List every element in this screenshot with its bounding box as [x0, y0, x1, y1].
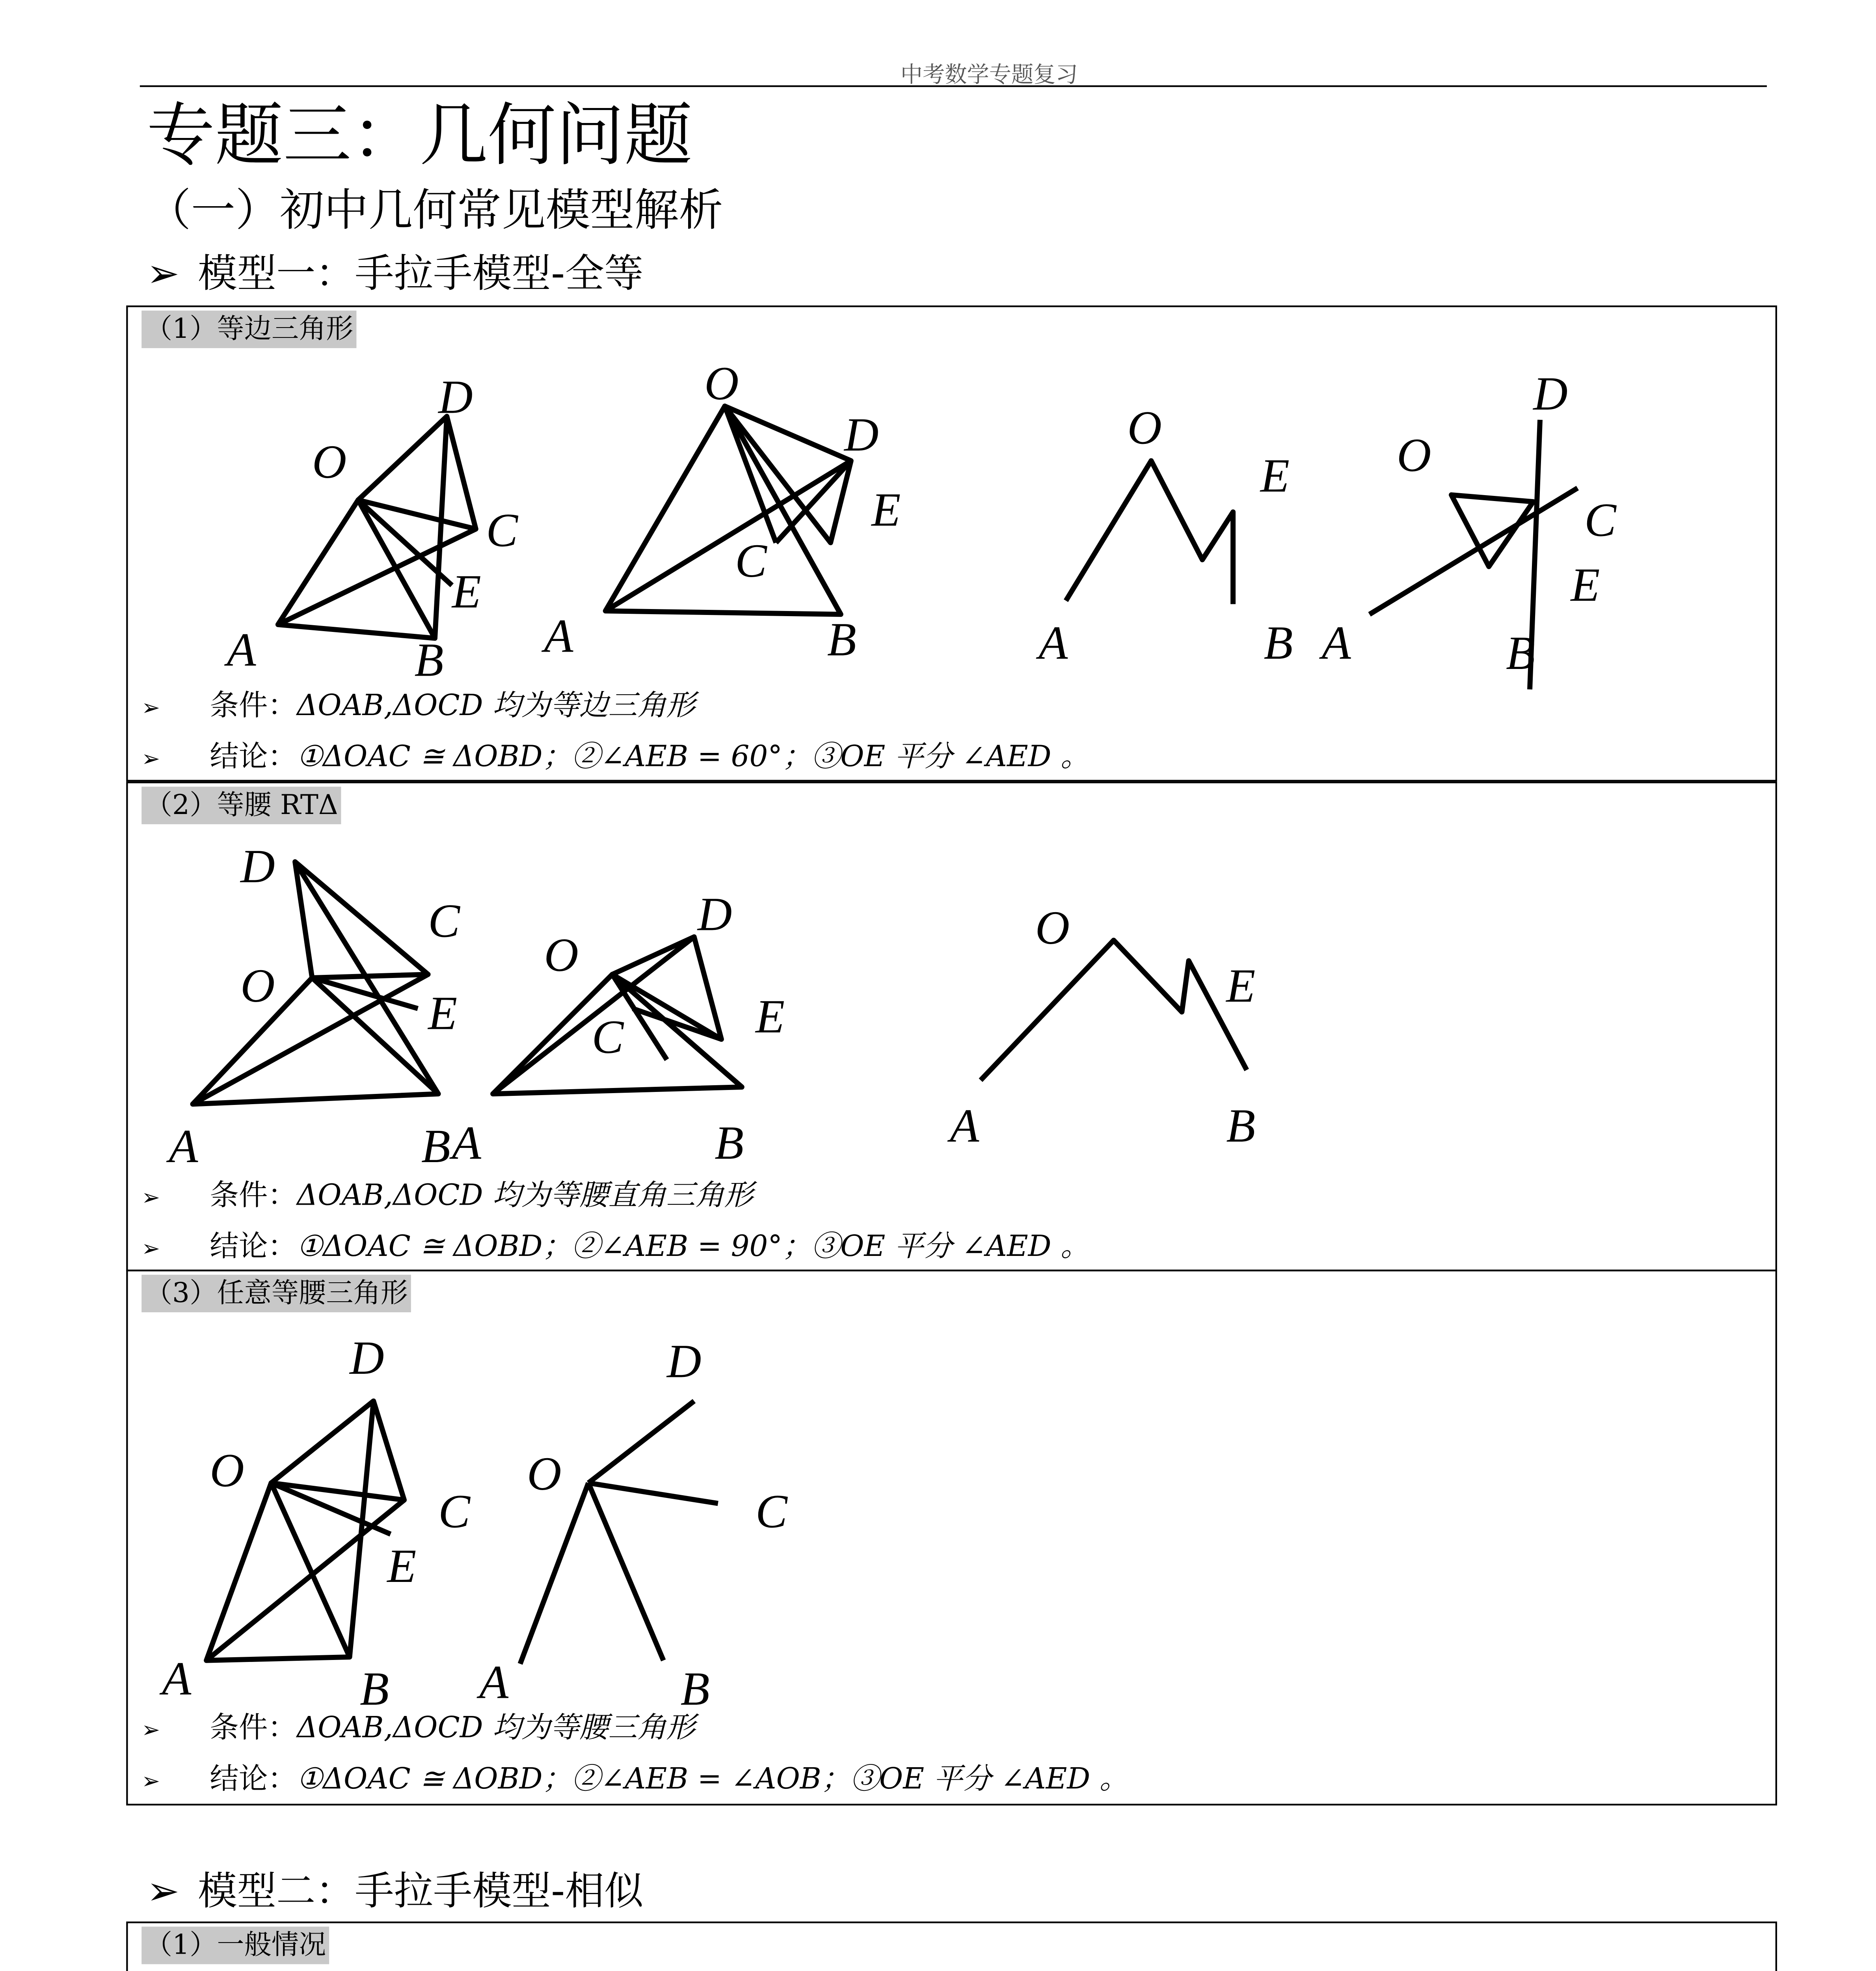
case-tag: （3）任意等腰三角形: [141, 1275, 411, 1312]
label-E: E: [452, 565, 481, 618]
figure-equilateral-3: [1032, 355, 1339, 686]
label-B: B: [360, 1662, 389, 1716]
label-D: D: [844, 408, 879, 461]
section-title: （一）初中几何常见模型解析: [147, 186, 723, 237]
label-B: B: [827, 613, 856, 666]
label-B: B: [414, 633, 444, 687]
figure-equilateral-1: [213, 355, 554, 686]
arrow-bullet-icon: ➢: [141, 1770, 160, 1796]
case-conclusion: ➢ 结论：①ΔOAC ≅ ΔOBD；②∠AEB = ∠AOB；③OE 平分 ∠AED 。: [141, 1759, 1128, 1804]
case-tag: （1）一般情况: [141, 1926, 329, 1964]
label-O: O: [704, 357, 739, 410]
label-A: A: [452, 1116, 481, 1170]
arrow-bullet-icon: ➢: [141, 747, 160, 773]
model2-title-text: 模型二：手拉手模型-相似: [197, 1870, 644, 1915]
label-C: C: [428, 894, 460, 948]
label-O: O: [210, 1444, 244, 1497]
model1-case3-box: [126, 1270, 1777, 1805]
label-O: O: [1397, 428, 1431, 482]
figure-isosceles-right-2: [452, 888, 838, 1186]
label-D: D: [240, 840, 275, 893]
label-B: B: [1226, 1099, 1256, 1153]
label-O: O: [527, 1448, 562, 1501]
arrow-bullet-icon: ➢: [141, 1718, 160, 1744]
label-D: D: [1533, 367, 1568, 420]
label-C: C: [755, 1485, 787, 1538]
label-E: E: [387, 1539, 417, 1593]
label-O: O: [240, 959, 275, 1013]
arrow-bullet-icon: ➢: [141, 696, 160, 722]
label-B: B: [715, 1116, 744, 1170]
label-E: E: [871, 483, 901, 537]
case-tag: （1）等边三角形: [141, 311, 357, 348]
case-conclusion: ➢ 结论：①ΔOAC ≅ ΔOBD；②∠AEB = 90°；③OE 平分 ∠AED 。: [141, 1227, 1089, 1272]
figure-isosceles-2: [479, 1326, 861, 1725]
label-C: C: [735, 535, 767, 588]
label-A: A: [1038, 616, 1068, 669]
label-C: C: [438, 1485, 470, 1538]
label-E: E: [1260, 449, 1290, 502]
case-conclusion: ➢ 结论：①ΔOAC ≅ ΔOBD；②∠AEB = 60°；③OE 平分 ∠AED 。: [141, 737, 1089, 782]
figure-equilateral-4: [1322, 355, 1663, 686]
label-D: D: [697, 888, 732, 941]
running-header: 中考数学专题复习: [900, 63, 1078, 89]
model1-case1-box: [126, 306, 1777, 782]
case-condition: ➢ 条件：ΔOAB,ΔOCD 均为等腰直角三角形: [141, 1176, 753, 1220]
label-A: A: [169, 1120, 198, 1173]
label-D: D: [666, 1335, 702, 1388]
model1-title-text: 模型一：手拉手模型-全等: [197, 252, 644, 297]
figure-isosceles-1: [162, 1326, 506, 1725]
label-A: A: [162, 1652, 192, 1705]
figure-equilateral-2: [537, 355, 912, 686]
label-E: E: [428, 987, 458, 1040]
label-A: A: [950, 1099, 979, 1153]
arrow-bullet-icon: ➢: [141, 1186, 160, 1212]
model1-case2-box: [126, 782, 1777, 1271]
figure-isosceles-right-3: [943, 889, 1318, 1186]
label-E: E: [755, 990, 785, 1043]
header-rule: [140, 85, 1767, 87]
label-O: O: [312, 436, 347, 489]
label-B: B: [1506, 626, 1535, 680]
arrow-bullet-icon: ➢: [147, 252, 180, 297]
case-condition: ➢ 条件：ΔOAB,ΔOCD 均为等边三角形: [141, 686, 695, 730]
arrow-bullet-icon: ➢: [147, 1870, 180, 1915]
label-B: B: [1264, 616, 1293, 669]
model1-title: [147, 249, 644, 300]
case-condition: ➢ 条件：ΔOAB,ΔOCD 均为等腰三角形: [141, 1708, 695, 1753]
label-C: C: [1584, 494, 1616, 547]
label-E: E: [1571, 558, 1600, 611]
model2-case1-box: [126, 1921, 1777, 1971]
label-A: A: [479, 1656, 508, 1709]
label-O: O: [544, 929, 579, 982]
label-A: A: [1321, 616, 1351, 669]
page-title: 专题三：几何问题: [147, 97, 692, 176]
label-D: D: [350, 1331, 384, 1384]
label-D: D: [438, 371, 473, 424]
label-A: A: [227, 623, 256, 676]
label-B: B: [680, 1662, 710, 1716]
label-O: O: [1035, 901, 1070, 954]
label-C: C: [486, 504, 518, 557]
label-B: B: [421, 1120, 450, 1173]
label-O: O: [1127, 401, 1162, 455]
label-A: A: [544, 609, 573, 663]
case-tag: （2）等腰 RTΔ: [141, 787, 341, 824]
arrow-bullet-icon: ➢: [141, 1237, 160, 1263]
label-E: E: [1226, 959, 1256, 1013]
model2-title: [147, 1867, 644, 1918]
label-C: C: [592, 1010, 624, 1064]
